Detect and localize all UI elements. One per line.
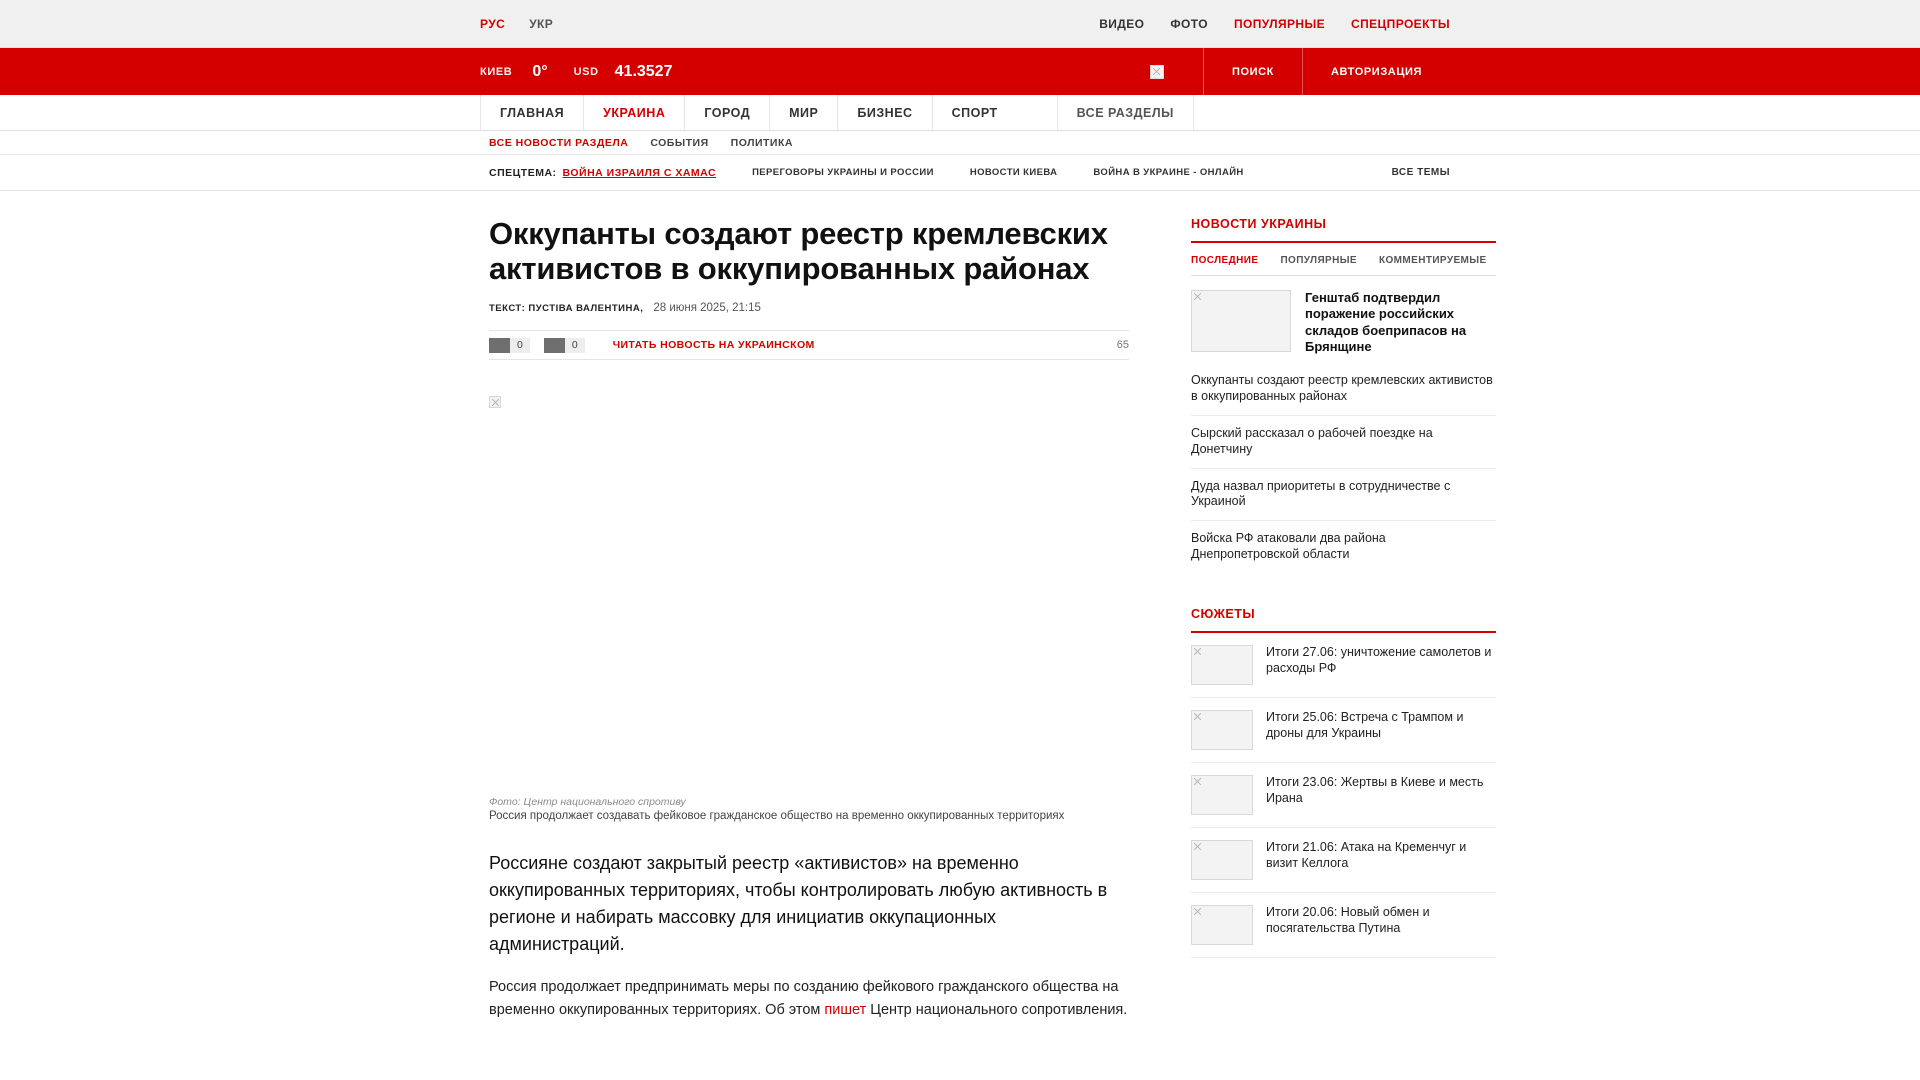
topbar-link-photo[interactable]: ФОТО xyxy=(1170,16,1208,31)
article-author: ТЕКСТ: ПУСТІВА ВАЛЕНТИНА, xyxy=(489,303,644,315)
weather-city-label: КИЕВ xyxy=(480,65,513,78)
special-topic-all-link[interactable]: ВСЕ ТЕМЫ xyxy=(1391,167,1450,178)
story-item[interactable] xyxy=(1191,633,1496,698)
comments-count: 0 xyxy=(510,338,530,353)
article-headline: Оккупанты создают реестр кремлевских активистов в оккупированных районах xyxy=(489,216,1108,286)
article-hero-image xyxy=(489,396,1129,786)
broken-image-icon xyxy=(489,396,501,408)
content-area xyxy=(0,191,1920,1035)
shares-counter[interactable] xyxy=(544,338,585,353)
list-item[interactable] xyxy=(1191,468,1496,521)
news-link-1[interactable]: Оккупанты создают реестр кремлевских активистов в оккупированных районах xyxy=(1191,373,1493,403)
nav-spacer xyxy=(1017,95,1057,130)
share-icon xyxy=(544,338,565,353)
article-inline-source-link[interactable]: пишет xyxy=(824,1001,867,1018)
article-lead-paragraph: Россияне создают закрытый реестр «активистов» на временно оккупированных территориях, чтобы контролировать любую активность в регионе и набирать массовку для инициатив оккупационных администраций. xyxy=(489,853,1108,955)
list-item[interactable] xyxy=(1191,520,1496,573)
tab-commented[interactable]: КОММЕНТИРУЕМЫЕ xyxy=(1379,255,1487,266)
header-actions xyxy=(1203,48,1450,95)
currency-rate-value: 41.3527 xyxy=(614,62,673,80)
views-count: 65 xyxy=(1116,339,1129,352)
search-button[interactable]: ПОИСК xyxy=(1203,48,1302,95)
nav-item-business[interactable]: БИЗНЕС xyxy=(837,95,931,130)
comments-counter[interactable] xyxy=(489,338,530,353)
story-title-4: Итоги 21.06: Атака на Кременчуг и визит Келлога xyxy=(1266,840,1467,870)
site-logo-icon[interactable] xyxy=(1150,65,1164,79)
news-link-3[interactable]: Дуда назвал приоритеты в сотрудничестве с Украиной xyxy=(1191,478,1451,509)
special-topics-bar xyxy=(0,155,1920,191)
featured-thumbnail-icon xyxy=(1191,290,1291,352)
story-item[interactable] xyxy=(1191,763,1496,828)
article-date: 28 июня 2025, 21:15 xyxy=(653,302,761,315)
article-meta-row xyxy=(489,330,1129,360)
sidebar-featured-item[interactable] xyxy=(1191,290,1496,355)
story-item[interactable] xyxy=(1191,698,1496,763)
article-paragraph-1-text-after: Центр национального сопротивления. xyxy=(866,1001,1128,1018)
nav-item-sport[interactable]: СПОРТ xyxy=(932,95,1017,130)
currency-label: USD xyxy=(573,65,599,78)
story-title-3: Итоги 23.06: Жертвы в Киеве и месть Ирана xyxy=(1266,775,1484,805)
article-column xyxy=(489,217,1129,1035)
comment-icon xyxy=(489,338,510,353)
lang-ru-link[interactable]: РУС xyxy=(480,16,506,31)
special-topic-main-link[interactable]: ВОЙНА ИЗРАИЛЯ С ХАМАС xyxy=(562,166,717,179)
tab-latest[interactable]: ПОСЛЕДНИЕ xyxy=(1191,255,1259,266)
tab-popular[interactable]: ПОПУЛЯРНЫЕ xyxy=(1280,255,1357,266)
list-item[interactable] xyxy=(1191,415,1496,468)
news-link-4[interactable]: Войска РФ атаковали два района Днепропетровской области xyxy=(1191,531,1386,562)
story-thumbnail-icon xyxy=(1191,905,1253,945)
shares-count: 0 xyxy=(565,338,585,353)
lang-uk-link[interactable]: УКР xyxy=(529,16,554,31)
subnav-item-all-news[interactable]: ВСЕ НОВОСТИ РАЗДЕЛА xyxy=(489,136,629,149)
subnav-item-events[interactable]: СОБЫТИЯ xyxy=(650,136,709,149)
section-subnavigation xyxy=(0,131,1920,155)
special-topic-label: СПЕЦТЕМА: xyxy=(489,166,557,179)
utility-topbar xyxy=(0,0,1920,48)
article-paragraph-1-text-before: Россия продолжает предпринимать меры по созданию фейкового гражданского общества на временно оккупированных территориях. Об этом xyxy=(489,979,1119,1018)
story-thumbnail-icon xyxy=(1191,645,1253,685)
nav-item-main[interactable]: ГЛАВНАЯ xyxy=(480,95,583,130)
nav-item-world[interactable]: МИР xyxy=(769,95,837,130)
login-button[interactable]: АВТОРИЗАЦИЯ xyxy=(1302,48,1450,95)
brand-header xyxy=(0,48,1920,95)
story-title-2: Итоги 25.06: Встреча с Трампом и дроны для Украины xyxy=(1266,710,1464,740)
sidebar-column xyxy=(1191,217,1496,1035)
story-thumbnail-icon xyxy=(1191,840,1253,880)
special-topic-link-negotiations[interactable]: ПЕРЕГОВОРЫ УКРАИНЫ И РОССИИ xyxy=(752,167,934,178)
sidebar-news-title: НОВОСТИ УКРАИНЫ xyxy=(1191,217,1496,243)
featured-item-title: Генштаб подтвердил поражение российских складов боеприпасов на Брянщине xyxy=(1305,290,1467,354)
subnav-item-politics[interactable]: ПОЛИТИКА xyxy=(730,136,793,149)
language-switcher xyxy=(480,17,553,31)
story-item[interactable] xyxy=(1191,828,1496,893)
sidebar-stories-title: СЮЖЕТЫ xyxy=(1191,607,1496,633)
photo-caption: Россия продолжает создавать фейковое гражданское общество на временно оккупированных территориях xyxy=(489,810,1065,823)
story-thumbnail-icon xyxy=(1191,775,1253,815)
special-topic-link-war-online[interactable]: ВОЙНА В УКРАИНЕ - ОНЛАЙН xyxy=(1093,167,1244,178)
sidebar-news-list xyxy=(1191,373,1496,573)
article-paragraph-1 xyxy=(489,976,1129,1021)
article-byline xyxy=(489,302,1129,314)
photo-credit: Фото: Центр национального спротиву xyxy=(489,796,686,809)
story-thumbnail-icon xyxy=(1191,710,1253,750)
story-title-5: Итоги 20.06: Новый обмен и посягательства Путина xyxy=(1266,905,1430,935)
news-link-2[interactable]: Сырский рассказал о рабочей поездке на Донетчину xyxy=(1191,425,1433,456)
story-title-1: Итоги 27.06: уничтожение самолетов и расходы РФ xyxy=(1266,645,1492,675)
weather-temperature: 0° xyxy=(532,62,548,80)
nav-item-ukraine[interactable]: УКРАИНА xyxy=(583,95,684,130)
topbar-link-popular[interactable]: ПОПУЛЯРНЫЕ xyxy=(1233,16,1326,31)
read-in-ukrainian-link[interactable]: ЧИТАТЬ НОВОСТЬ НА УКРАИНСКОМ xyxy=(612,339,815,352)
sidebar-news-tabs xyxy=(1191,243,1496,276)
story-item[interactable] xyxy=(1191,893,1496,958)
main-navigation xyxy=(0,95,1920,131)
special-topic-link-kyiv-news[interactable]: НОВОСТИ КИЕВА xyxy=(969,167,1058,178)
list-item[interactable] xyxy=(1191,373,1496,415)
topbar-link-video[interactable]: ВИДЕО xyxy=(1099,16,1145,31)
nav-item-city[interactable]: ГОРОД xyxy=(684,95,769,130)
topbar-links xyxy=(1099,17,1450,31)
nav-item-all-sections[interactable]: ВСЕ РАЗДЕЛЫ xyxy=(1057,95,1194,130)
topbar-link-specprojects[interactable]: СПЕЦПРОЕКТЫ xyxy=(1351,16,1450,31)
